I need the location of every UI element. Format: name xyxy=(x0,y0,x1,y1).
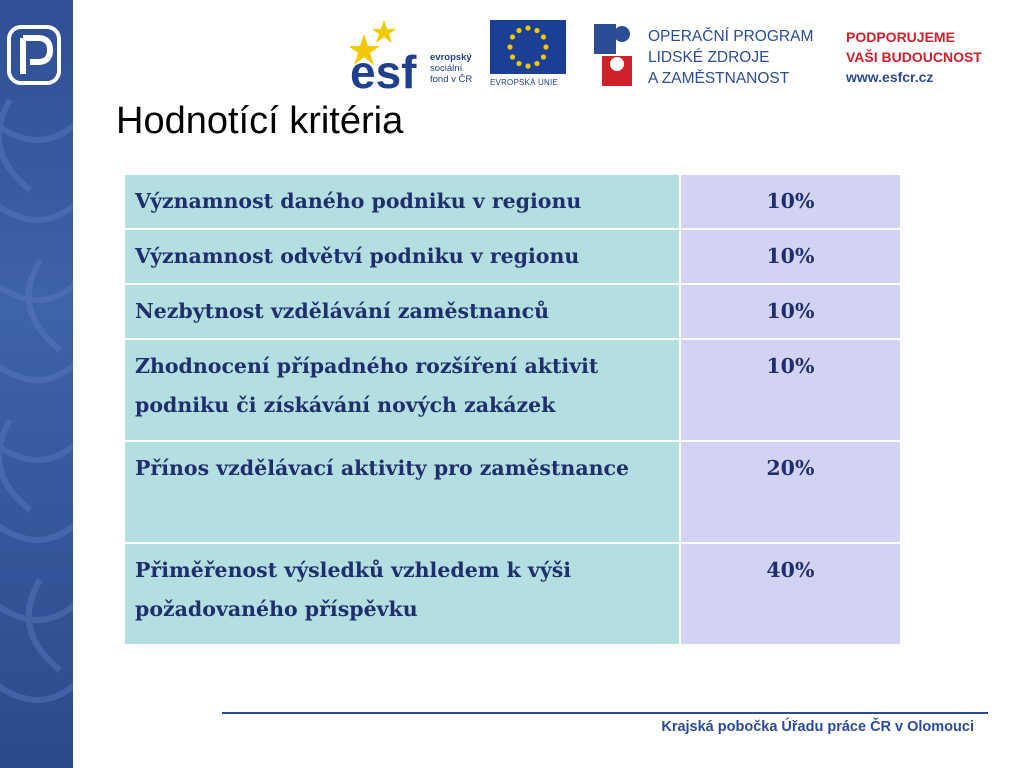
footer-office-name: Krajská pobočka Úřadu práce ČR v Olomouci xyxy=(661,719,974,735)
support-line-2: VAŠI BUDOUCNOST xyxy=(846,49,982,65)
support-line-1: PODPORUJEME xyxy=(846,29,955,45)
criterion-cell: Významnost daného podniku v regionu xyxy=(124,174,680,229)
esf-caption xyxy=(430,52,472,85)
criterion-cell: Nezbytnost vzdělávání zaměstnanců xyxy=(124,284,680,339)
logo-bar xyxy=(350,18,1000,92)
support-slogan xyxy=(846,27,982,87)
table-row xyxy=(124,174,901,229)
weight-cell: 10% xyxy=(680,284,901,339)
table-row xyxy=(124,229,901,284)
eu-caption: EVROPSKÁ UNIE xyxy=(490,78,558,87)
page-title: Hodnotící kritéria xyxy=(116,100,404,142)
sidebar-pattern xyxy=(0,0,73,768)
criterion-cell: Zhodnocení případného rozšíření aktivit podniku či získávání nových zakázek xyxy=(124,339,680,441)
criterion-cell: Přínos vzdělávací aktivity pro zaměstnance xyxy=(124,441,680,543)
weight-cell: 20% xyxy=(680,441,901,543)
svg-text:esf: esf xyxy=(350,46,417,90)
up-logo-icon xyxy=(6,24,62,86)
weight-cell: 40% xyxy=(680,543,901,645)
criterion-cell: Přiměřenost výsledků vzhledem k výši požadovaného příspěvku xyxy=(124,543,680,645)
table-row xyxy=(124,441,901,543)
esf-line-3: fond v ČR xyxy=(430,74,473,85)
op-line-2: LIDSKÉ ZDROJE xyxy=(648,49,770,66)
table-row xyxy=(124,339,901,441)
table-row xyxy=(124,543,901,645)
esf-line-1: evropský xyxy=(430,52,472,63)
weight-cell: 10% xyxy=(680,339,901,441)
criterion-cell: Významnost odvětví podniku v regionu xyxy=(124,229,680,284)
esf-line-2: sociální xyxy=(430,63,463,74)
weight-cell: 10% xyxy=(680,229,901,284)
criteria-table xyxy=(123,173,902,646)
op-program-name xyxy=(648,26,813,89)
footer-divider xyxy=(222,712,988,714)
op-line-1: OPERAČNÍ PROGRAM xyxy=(648,28,814,45)
weight-cell: 10% xyxy=(680,174,901,229)
table-row xyxy=(124,284,901,339)
decorative-sidebar xyxy=(0,0,73,768)
op-puzzle-icon xyxy=(594,20,642,88)
op-line-3: A ZAMĚSTNANOST xyxy=(648,70,790,87)
eu-flag-icon xyxy=(490,20,566,74)
support-url: www.esfcr.cz xyxy=(846,69,934,85)
